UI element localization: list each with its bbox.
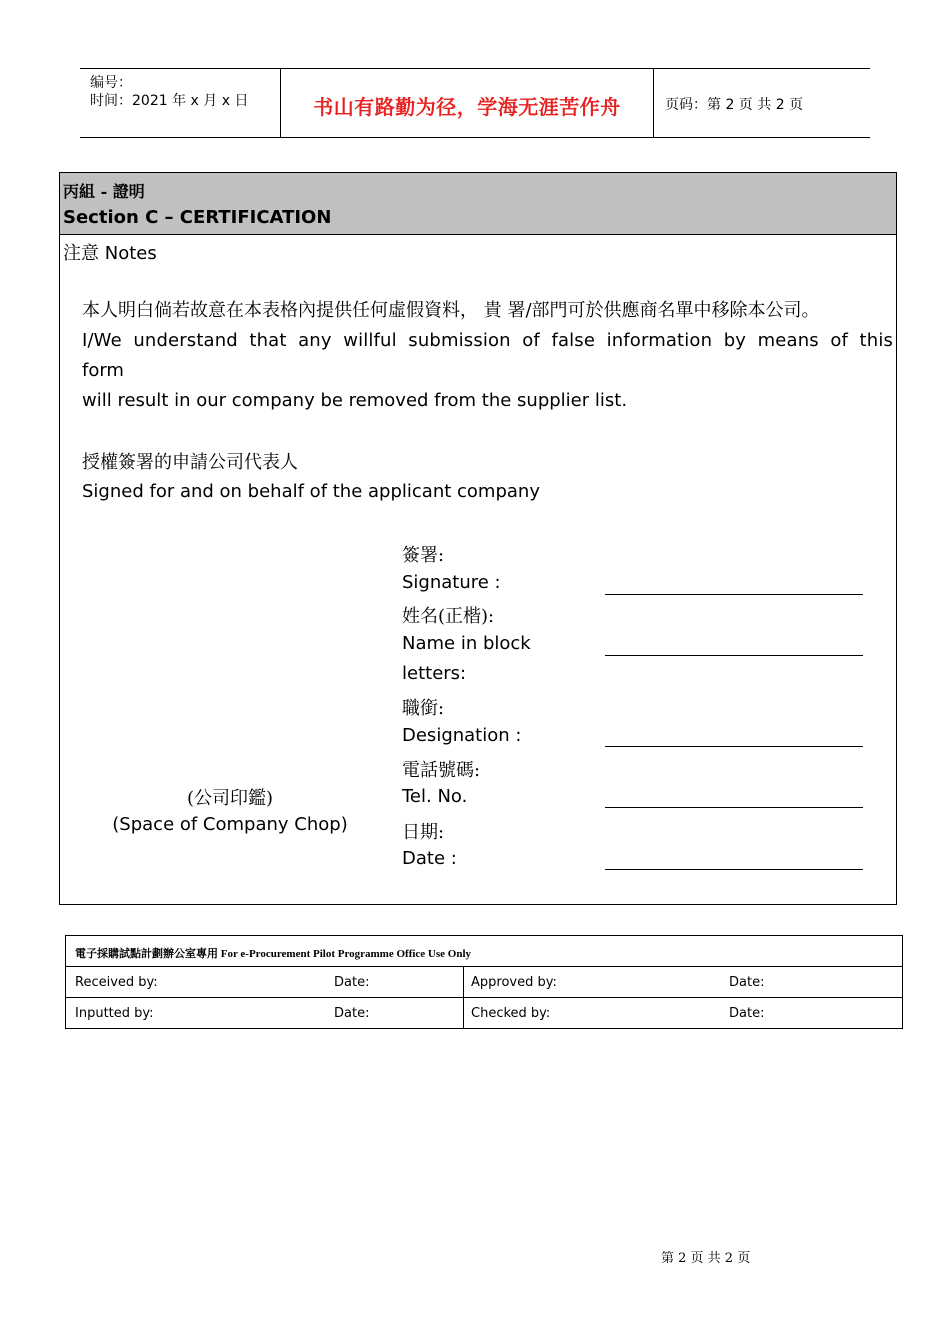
doc-code: 编号： [90,75,132,91]
designation-label-en: Designation : [402,725,522,746]
office-use-title-row [66,936,902,967]
designation-line[interactable] [605,745,863,747]
section-title-zh: 丙組 - 證明 [63,182,145,201]
page-header [80,68,870,138]
company-chop-zh: (公司印鑑) [186,788,274,809]
doc-time: 时间：2021 年 x 月 x 日 [90,93,249,109]
name-line[interactable] [605,654,863,656]
header-motto-cell [281,69,654,137]
tel-label-en: Tel. No. [402,786,468,807]
signed-en: Signed for and on behalf of the applicant company [82,481,540,502]
table-row [66,967,902,998]
statement-en-line2: form [82,360,124,381]
name-label-zh: 姓名(正楷): [402,606,495,627]
checked-by-label: Checked by: [471,1006,551,1021]
tel-line[interactable] [605,806,863,808]
section-title-en: Section C – CERTIFICATION [63,207,332,228]
company-chop-en: (Space of Company Chop) [112,814,348,835]
notes-heading: 注意 Notes [63,243,157,264]
date-label-zh: 日期: [402,822,445,843]
statement-en-line1: I/We understand that any willful submission of false information by means of this [82,330,893,351]
statement-zh: 本人明白倘若故意在本表格內提供任何虛假資料， 貴 署/部門可於供應商名單中移除本公司。 [82,300,820,321]
office-use-title: 電子採購試點計劃辦公室專用 For e-Procurement Pilot Programme Office Use Only [75,948,472,960]
approved-date-label: Date: [729,975,765,990]
date-label-en: Date : [402,848,457,869]
motto: 书山有路勤为径，学海无涯苦作舟 [313,95,621,119]
page-number: 页码：第 2 页 共 2 页 [665,97,804,113]
section-title-bar [60,173,896,235]
name-label-en-2: letters: [402,663,467,684]
checked-date-label: Date: [729,1006,765,1021]
section-c-box [59,172,897,905]
inputted-by-label: Inputted by: [75,1006,154,1021]
signature-line[interactable] [605,593,863,595]
office-use-table [65,935,903,1029]
inputted-date-label: Date: [334,1006,370,1021]
designation-label-zh: 職銜: [402,698,445,719]
date-line[interactable] [605,868,863,870]
statement-en-line3: will result in our company be removed from the supplier list. [82,390,628,411]
received-by-label: Received by: [75,975,158,990]
signed-zh: 授權簽署的申請公司代表人 [82,452,298,473]
header-page-cell [655,69,870,137]
page-footer: 第 2 页 共 2 页 [661,1251,751,1266]
signature-label-en: Signature : [402,572,501,593]
approved-by-label: Approved by: [471,975,557,990]
table-row [66,998,902,1028]
tel-label-zh: 電話號碼: [402,760,481,781]
signature-label-zh: 簽署: [402,545,445,566]
received-date-label: Date: [334,975,370,990]
header-meta-cell [80,69,281,137]
name-label-en: Name in block [402,633,531,654]
